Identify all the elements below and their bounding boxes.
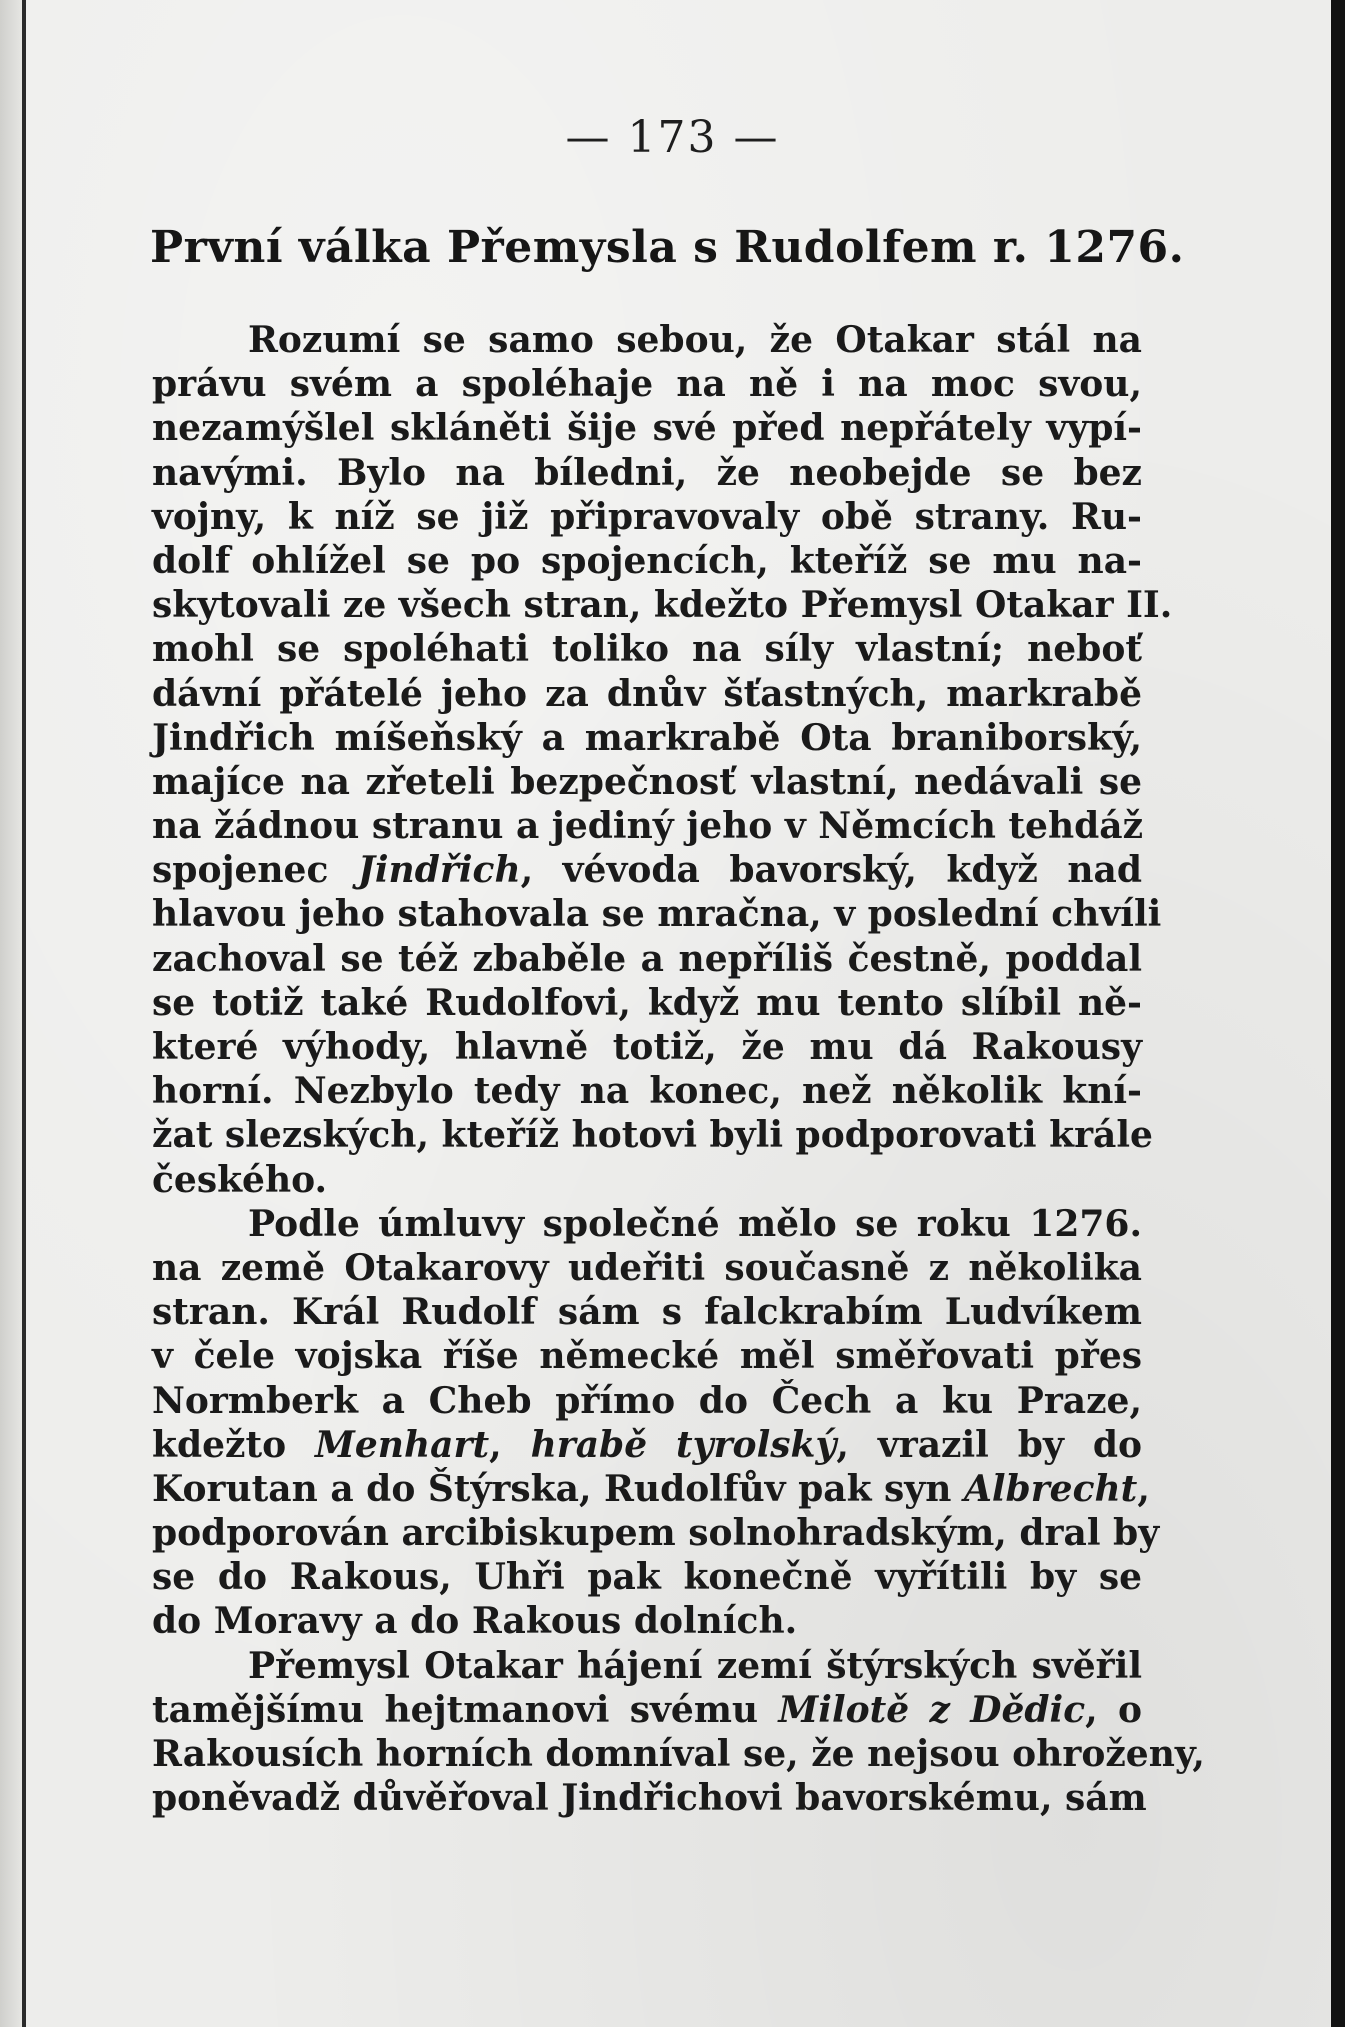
text-line: v čele vojska říše německé měl směřovati přes	[152, 1335, 1142, 1378]
text-line: se do Rakous, Uhři pak konečně vyřítili by se	[152, 1556, 1142, 1599]
italic-name: Albrecht	[963, 1467, 1138, 1510]
text-line: dávní přátelé jeho za dnův šťastných, markrabě	[152, 672, 1142, 715]
text-line: nezamýšlel skláněti šije své před nepřátely vypí-	[152, 407, 1142, 450]
text-line: které výhody, hlavně totiž, že mu dá Rakousy	[152, 1026, 1142, 1068]
text-line: spojenec Jindřich, vévoda bavorský, když nad	[152, 849, 1142, 892]
text-line: podporován arcibiskupem solnohradským, dral by	[152, 1512, 1160, 1555]
text-line: kdežto Menhart, hrabě tyrolský, vrazil by do	[152, 1423, 1142, 1466]
text-line: navými. Bylo na bíledni, že neobejde se bez	[152, 451, 1142, 494]
text-line: Rakousích horních domníval se, že nejsou ohroženy,	[152, 1733, 1205, 1775]
text-line: žat slezských, kteříž hotovi byli podporovati krále	[152, 1114, 1153, 1157]
text-line: vojny, k níž se již připravovaly obě strany. Ru-	[152, 495, 1142, 538]
text-line: se totiž také Rudolfovi, když mu tento slíbil ně-	[152, 981, 1142, 1024]
text-line: právu svém a spoléhaje na ně i na moc svou,	[152, 363, 1142, 406]
chapter-title: První válka Přemysla s Rudolfem r. 1276.	[150, 222, 1185, 273]
text-line: Rozumí se samo sebou, že Otakar stál na	[248, 319, 1142, 361]
text-line: českého.	[152, 1158, 328, 1201]
italic-name: Menhart	[315, 1423, 490, 1466]
text-line: dolf ohlížel se po spojencích, kteříž se mu na-	[152, 539, 1142, 582]
italic-name: hrabě tyrolský	[530, 1423, 837, 1466]
text-line: na žádnou stranu a jediný jeho v Němcích tehdáž	[152, 805, 1144, 848]
italic-name: Milotě z Dědic	[778, 1688, 1086, 1731]
text-line: majíce na zřeteli bezpečnosť vlastní, nedávali se	[152, 760, 1142, 803]
text-line: Podle úmluvy společné mělo se roku 1276.	[248, 1202, 1142, 1245]
page-edge	[1331, 0, 1345, 2027]
text-line: skytovali ze všech stran, kdežto Přemysl Otakar II.	[152, 584, 1173, 627]
text-line: Přemysl Otakar hájení zemí štýrských svěřil	[248, 1644, 1142, 1687]
italic-name: Jindřich	[357, 849, 521, 892]
text-line: tamějšímu hejtmanovi svému Milotě z Dědic, o	[152, 1688, 1142, 1731]
text-line: na země Otakarovy udeřiti současně z několika	[152, 1246, 1142, 1289]
text-line: Korutan a do Štýrska, Rudolfův pak syn Albrecht,	[152, 1467, 1150, 1510]
page-spine	[0, 0, 26, 2027]
body-text	[152, 318, 1205, 1820]
text-line: zachoval se též zbaběle a nepříliš čestně, poddal	[152, 937, 1142, 980]
text-line: mohl se spoléhati toliko na síly vlastní; neboť	[152, 628, 1142, 671]
text-line: Jindřich míšeňský a markrabě Ota braniborský,	[152, 716, 1142, 759]
text-line: poněvadž důvěřoval Jindřichovi bavorskému, sám	[152, 1777, 1147, 1820]
text-line: do Moravy a do Rakous dolních.	[152, 1600, 798, 1643]
page-number: — 173 —	[565, 112, 780, 163]
text-line: hlavou jeho stahovala se mračna, v poslední chvíli	[152, 893, 1162, 936]
text-line: Normberk a Cheb přímo do Čech a ku Praze,	[152, 1379, 1142, 1422]
text-line: horní. Nezbylo tedy na konec, než několik kní-	[152, 1070, 1142, 1113]
text-line: stran. Král Rudolf sám s falckrabím Ludvíkem	[152, 1291, 1142, 1334]
